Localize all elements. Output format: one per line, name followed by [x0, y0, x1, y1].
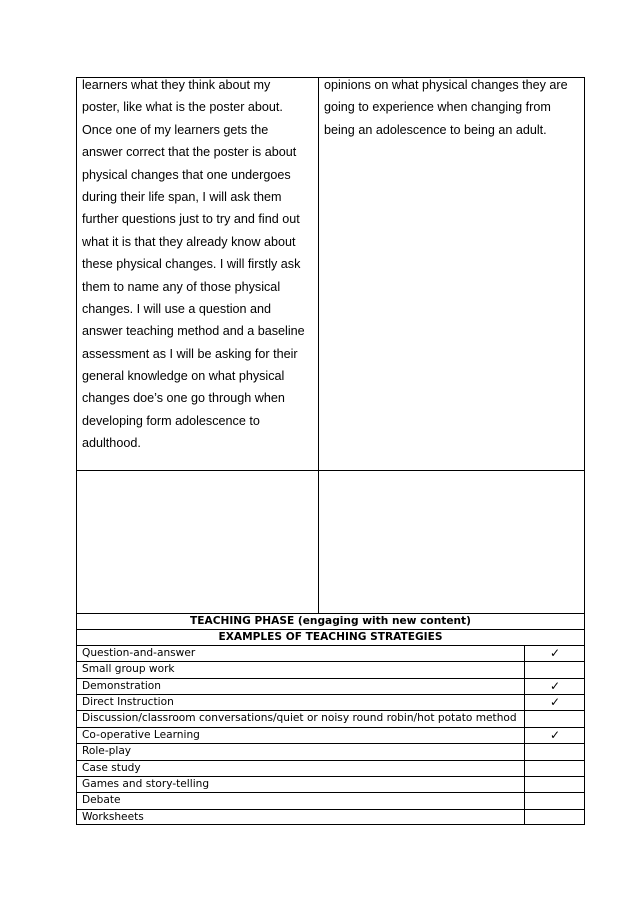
teaching-phase-title: TEACHING PHASE (engaging with new content): [190, 615, 471, 627]
strategy-label: Demonstration: [82, 679, 162, 692]
strategy-label: Small group work: [82, 663, 175, 676]
text-line: changes. I will use a question and: [82, 301, 272, 316]
text-line: these physical changes. I will firstly ask: [82, 257, 301, 272]
strategy-row: [76, 792, 585, 808]
strategy-row: [76, 743, 585, 759]
strategy-row: [76, 694, 585, 710]
strategies-title: EXAMPLES OF TEACHING STRATEGIES: [218, 631, 443, 643]
strategy-row: [76, 678, 585, 694]
strategy-label: Games and story-telling: [82, 777, 210, 790]
text-line: what it is that they already know about: [82, 234, 296, 249]
lesson-plan-left-text: [82, 74, 314, 455]
text-line: learners what they think about my: [82, 78, 271, 92]
text-line: developing form adolescence to: [82, 413, 260, 428]
strategy-row: [76, 727, 585, 743]
text-line: adulthood.: [82, 436, 141, 451]
strategy-label: Co-operative Learning: [82, 728, 200, 741]
strategy-row: [76, 710, 585, 726]
strategy-row: [76, 645, 585, 661]
text-line: being an adolescence to being an adult.: [324, 122, 547, 137]
strategy-label: Case study: [82, 761, 141, 774]
text-line: Once one of my learners gets the: [82, 122, 269, 137]
strategy-row: [76, 661, 585, 677]
text-line: general knowledge on what physical: [82, 369, 285, 384]
strategy-label: Discussion/classroom conversations/quiet or noisy round robin/hot potato method: [82, 712, 517, 725]
strategy-label: Role-play: [82, 745, 132, 758]
strategy-label: Debate: [82, 794, 121, 807]
upper-table-column-divider: [318, 77, 319, 614]
lesson-plan-right-text: [324, 74, 582, 141]
strategy-row: [76, 809, 585, 825]
strategy-row: [76, 760, 585, 776]
text-line: going to experience when changing from: [324, 100, 551, 115]
strategy-label: Question-and-answer: [82, 647, 196, 659]
text-line: during their life span, I will ask them: [82, 189, 282, 204]
text-line: poster, like what is the poster about.: [82, 100, 283, 115]
text-line: physical changes that one undergoes: [82, 167, 291, 182]
text-line: changes doe’s one go through when: [82, 391, 285, 406]
upper-table-row-divider: [76, 470, 585, 471]
strategy-label: Worksheets: [82, 810, 144, 823]
text-line: assessment as I will be asking for their: [82, 346, 298, 361]
text-line: answer correct that the poster is about: [82, 145, 297, 160]
text-line: answer teaching method and a baseline: [82, 324, 305, 339]
text-line: them to name any of those physical: [82, 279, 281, 294]
checkmark-icon: ✓: [549, 727, 561, 742]
strategy-row: [76, 776, 585, 792]
text-line: further questions just to try and find out: [82, 212, 300, 227]
text-line: opinions on what physical changes they are: [324, 78, 568, 92]
checkmark-icon: ✓: [549, 695, 561, 710]
checkmark-icon: ✓: [549, 646, 561, 660]
check-column-divider: [524, 645, 525, 825]
checkmark-icon: ✓: [549, 678, 561, 693]
strategy-label: Direct Instruction: [82, 696, 174, 709]
